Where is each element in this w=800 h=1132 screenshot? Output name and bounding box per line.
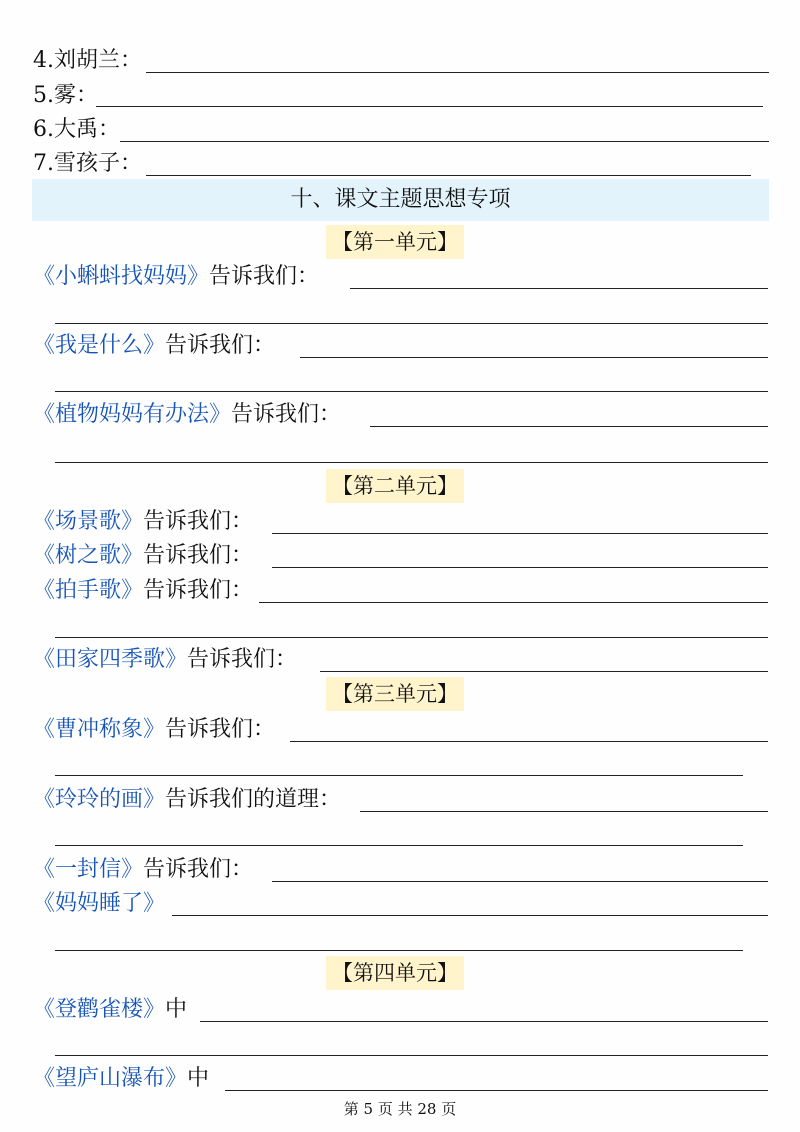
lesson-prompt: 告诉我们：	[187, 647, 298, 672]
answer-line[interactable]	[55, 845, 743, 846]
lesson-title: 《拍手歌》	[33, 578, 144, 603]
lesson-title: 《望庐山瀑布》	[33, 1066, 188, 1091]
unit-heading: 【第二单元】	[326, 469, 464, 503]
answer-line[interactable]	[350, 288, 768, 289]
lesson-label	[33, 855, 253, 885]
unit-heading: 【第一单元】	[326, 225, 464, 259]
lesson-prompt: 中	[187, 1066, 210, 1091]
lesson-label	[33, 400, 341, 430]
lesson-label	[33, 995, 187, 1025]
answer-line[interactable]	[172, 915, 768, 916]
lesson-label	[33, 889, 165, 919]
unit-heading: 【第四单元】	[326, 956, 464, 990]
unit-heading: 【第三单元】	[326, 677, 464, 711]
answer-line[interactable]	[146, 175, 751, 176]
answer-line[interactable]	[55, 950, 743, 951]
answer-line[interactable]	[225, 1090, 768, 1091]
item-label: 7.雪孩子：	[33, 151, 142, 176]
answer-line[interactable]	[55, 775, 743, 776]
answer-line[interactable]	[55, 1055, 768, 1056]
answer-line[interactable]	[55, 323, 768, 324]
lesson-title: 《田家四季歌》	[33, 647, 188, 672]
answer-line[interactable]	[272, 533, 768, 534]
lesson-prompt: 告诉我们：	[165, 333, 276, 358]
lesson-prompt: 告诉我们：	[143, 543, 254, 568]
lesson-title: 《树之歌》	[33, 543, 144, 568]
lesson-title: 《登鹳雀楼》	[33, 997, 166, 1022]
answer-line[interactable]	[120, 141, 769, 142]
answer-line[interactable]	[200, 1021, 768, 1022]
lesson-prompt: 告诉我们：	[143, 509, 254, 534]
lesson-label	[33, 576, 253, 606]
lesson-title: 《妈妈睡了》	[33, 891, 166, 916]
answer-line[interactable]	[272, 567, 768, 568]
lesson-label	[33, 331, 275, 361]
lesson-prompt: 告诉我们的道理：	[165, 787, 342, 812]
lesson-prompt: 告诉我们：	[231, 402, 342, 427]
answer-line[interactable]	[290, 741, 768, 742]
lesson-title: 《小蝌蚪找妈妈》	[33, 264, 210, 289]
answer-line[interactable]	[320, 671, 768, 672]
lesson-label	[33, 541, 253, 571]
lesson-label	[33, 1064, 209, 1094]
item-label: 4.刘胡兰：	[33, 48, 142, 73]
lesson-label	[33, 507, 253, 537]
lesson-title: 《场景歌》	[33, 509, 144, 534]
lesson-prompt: 告诉我们：	[209, 264, 320, 289]
item-label: 6.大禹：	[33, 117, 120, 142]
answer-line[interactable]	[370, 426, 768, 427]
lesson-label	[33, 645, 297, 675]
lesson-label	[33, 715, 275, 745]
page-footer: 第 5 页 共 28 页	[343, 1100, 457, 1118]
answer-line[interactable]	[96, 106, 763, 107]
answer-line[interactable]	[55, 462, 768, 463]
lesson-prompt: 告诉我们：	[143, 857, 254, 882]
lesson-title: 《曹冲称象》	[33, 717, 166, 742]
lesson-title: 《植物妈妈有办法》	[33, 402, 232, 427]
answer-line[interactable]	[146, 72, 769, 73]
answer-line[interactable]	[259, 602, 768, 603]
lesson-label	[33, 785, 341, 815]
section-title: 十、课文主题思想专项	[32, 179, 769, 221]
lesson-title: 《一封信》	[33, 857, 144, 882]
answer-line[interactable]	[300, 357, 768, 358]
answer-line[interactable]	[55, 391, 768, 392]
lesson-title: 《玲玲的画》	[33, 787, 166, 812]
lesson-prompt: 告诉我们：	[143, 578, 254, 603]
lesson-prompt: 告诉我们：	[165, 717, 276, 742]
answer-line[interactable]	[272, 881, 768, 882]
answer-line[interactable]	[55, 637, 768, 638]
answer-line[interactable]	[360, 811, 768, 812]
lesson-label	[33, 262, 319, 292]
item-label: 5.雾：	[33, 83, 98, 108]
lesson-title: 《我是什么》	[33, 333, 166, 358]
lesson-prompt: 中	[165, 997, 188, 1022]
